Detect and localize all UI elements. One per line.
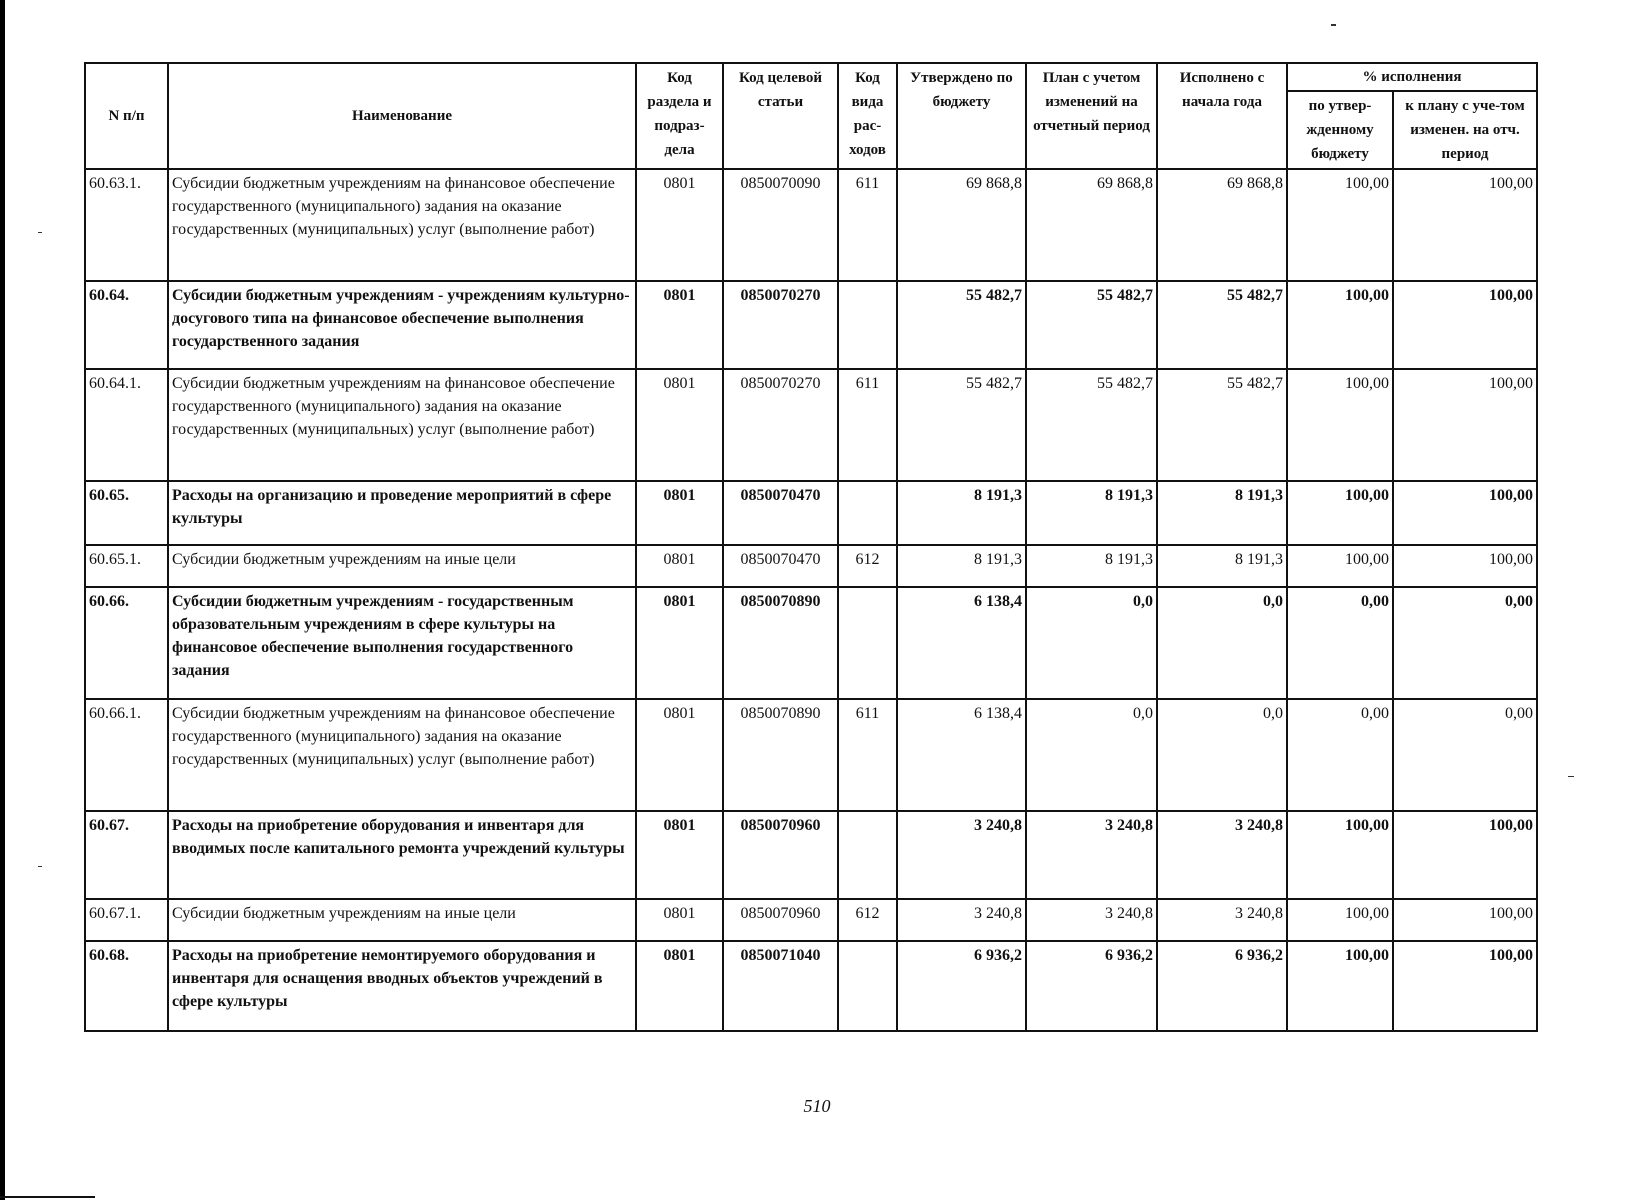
table-row (85, 899, 1537, 941)
cell-razdel: 0801 (636, 545, 723, 587)
cell-plan: 8 191,3 (1026, 481, 1157, 545)
scan-speck (1331, 24, 1336, 26)
cell-pct-plan: 100,00 (1393, 281, 1537, 369)
cell-tselevoy: 0850070470 (723, 545, 838, 587)
cell-np: 60.68. (85, 941, 168, 1031)
cell-razdel: 0801 (636, 811, 723, 899)
cell-name: Субсидии бюджетным учреждениям на финансовое обеспечение государственного (муниципального) задания на оказание государственных (муниципальных) услуг (выполнение работ) (168, 699, 636, 811)
cell-ispolneno: 8 191,3 (1157, 545, 1287, 587)
cell-ispolneno: 8 191,3 (1157, 481, 1287, 545)
cell-ispolneno: 69 868,8 (1157, 169, 1287, 281)
cell-name: Субсидии бюджетным учреждениям на финансовое обеспечение государственного (муниципального) задания на оказание государственных (муниципальных) услуг (выполнение работ) (168, 369, 636, 481)
cell-pct-plan: 100,00 (1393, 481, 1537, 545)
scan-speck (1568, 776, 1574, 777)
cell-ispolneno: 6 936,2 (1157, 941, 1287, 1031)
cell-tselevoy: 0850070960 (723, 811, 838, 899)
cell-np: 60.64. (85, 281, 168, 369)
table-row (85, 281, 1537, 369)
cell-pct-plan: 100,00 (1393, 169, 1537, 281)
cell-pct-plan: 0,00 (1393, 699, 1537, 811)
cell-razdel: 0801 (636, 169, 723, 281)
cell-razdel: 0801 (636, 481, 723, 545)
cell-plan: 0,0 (1026, 587, 1157, 699)
cell-utverzhdeno: 3 240,8 (897, 899, 1026, 941)
cell-tselevoy: 0850070890 (723, 587, 838, 699)
header-name: Наименование (168, 63, 636, 169)
header-ispolneno: Исполнено с начала года (1157, 63, 1287, 169)
cell-utverzhdeno: 55 482,7 (897, 281, 1026, 369)
scan-left-edge (0, 0, 5, 1200)
cell-razdel: 0801 (636, 699, 723, 811)
cell-np: 60.65. (85, 481, 168, 545)
cell-vid: 612 (838, 899, 897, 941)
cell-utverzhdeno: 6 138,4 (897, 699, 1026, 811)
cell-np: 60.67. (85, 811, 168, 899)
cell-pct-budget: 100,00 (1287, 481, 1393, 545)
cell-vid: 611 (838, 369, 897, 481)
cell-pct-budget: 100,00 (1287, 281, 1393, 369)
table-row (85, 481, 1537, 545)
cell-plan: 0,0 (1026, 699, 1157, 811)
cell-pct-budget: 100,00 (1287, 941, 1393, 1031)
header-razdel: Код раздела и подраз-дела (636, 63, 723, 169)
cell-plan: 6 936,2 (1026, 941, 1157, 1031)
header-vid: Код вида рас-ходов (838, 63, 897, 169)
cell-pct-plan: 100,00 (1393, 941, 1537, 1031)
cell-pct-budget: 100,00 (1287, 369, 1393, 481)
table-row (85, 587, 1537, 699)
cell-utverzhdeno: 69 868,8 (897, 169, 1026, 281)
cell-vid: 611 (838, 699, 897, 811)
cell-np: 60.65.1. (85, 545, 168, 587)
cell-ispolneno: 55 482,7 (1157, 281, 1287, 369)
cell-name: Расходы на приобретение оборудования и инвентаря для вводимых после капитального ремонта учреждений культуры (168, 811, 636, 899)
cell-utverzhdeno: 8 191,3 (897, 545, 1026, 587)
table-row (85, 941, 1537, 1031)
header-pct-budget: по утвер-жденному бюджету (1287, 91, 1393, 169)
table-row (85, 369, 1537, 481)
cell-razdel: 0801 (636, 587, 723, 699)
header-row (85, 63, 1537, 91)
cell-razdel: 0801 (636, 899, 723, 941)
cell-plan: 69 868,8 (1026, 169, 1157, 281)
cell-tselevoy: 0850070960 (723, 899, 838, 941)
cell-plan: 3 240,8 (1026, 811, 1157, 899)
cell-plan: 3 240,8 (1026, 899, 1157, 941)
cell-pct-plan: 0,00 (1393, 587, 1537, 699)
cell-vid: 612 (838, 545, 897, 587)
cell-name: Расходы на приобретение немонтируемого оборудования и инвентаря для оснащения вводных объектов учреждений в сфере культуры (168, 941, 636, 1031)
cell-vid: 611 (838, 169, 897, 281)
cell-ispolneno: 0,0 (1157, 699, 1287, 811)
cell-utverzhdeno: 6 138,4 (897, 587, 1026, 699)
cell-name: Субсидии бюджетным учреждениям - государственным образовательным учреждениям в сфере культуры на финансовое обеспечение выполнения государственного задания (168, 587, 636, 699)
cell-np: 60.64.1. (85, 369, 168, 481)
header-tselevoy: Код целевой статьи (723, 63, 838, 169)
cell-name: Субсидии бюджетным учреждениям на иные цели (168, 545, 636, 587)
cell-ispolneno: 3 240,8 (1157, 811, 1287, 899)
cell-plan: 55 482,7 (1026, 281, 1157, 369)
cell-name: Субсидии бюджетным учреждениям на финансовое обеспечение государственного (муниципального) задания на оказание государственных (муниципальных) услуг (выполнение работ) (168, 169, 636, 281)
cell-np: 60.66.1. (85, 699, 168, 811)
header-np: N п/п (85, 63, 168, 169)
table-row (85, 699, 1537, 811)
cell-plan: 8 191,3 (1026, 545, 1157, 587)
cell-tselevoy: 0850070090 (723, 169, 838, 281)
cell-np: 60.66. (85, 587, 168, 699)
cell-pct-budget: 100,00 (1287, 811, 1393, 899)
cell-vid (838, 481, 897, 545)
cell-utverzhdeno: 8 191,3 (897, 481, 1026, 545)
cell-utverzhdeno: 3 240,8 (897, 811, 1026, 899)
cell-tselevoy: 0850070470 (723, 481, 838, 545)
page-number: 510 (803, 1096, 831, 1116)
header-pct-plan: к плану с уче-том изменен. на отч. период (1393, 91, 1537, 169)
cell-name: Расходы на организацию и проведение мероприятий в сфере культуры (168, 481, 636, 545)
cell-pct-plan: 100,00 (1393, 369, 1537, 481)
budget-execution-table (84, 62, 1538, 1032)
cell-pct-budget: 100,00 (1287, 169, 1393, 281)
cell-name: Субсидии бюджетным учреждениям - учреждениям культурно-досугового типа на финансовое обеспечение выполнения государственного задания (168, 281, 636, 369)
cell-utverzhdeno: 55 482,7 (897, 369, 1026, 481)
cell-vid (838, 811, 897, 899)
cell-vid (838, 281, 897, 369)
cell-pct-plan: 100,00 (1393, 899, 1537, 941)
cell-vid (838, 941, 897, 1031)
cell-vid (838, 587, 897, 699)
cell-pct-budget: 100,00 (1287, 545, 1393, 587)
header-utverzhdeno: Утверждено по бюджету (897, 63, 1026, 169)
cell-ispolneno: 0,0 (1157, 587, 1287, 699)
header-pct-group: % исполнения (1287, 63, 1537, 91)
scan-bottom-line (0, 1196, 95, 1198)
table-row (85, 811, 1537, 899)
cell-pct-budget: 100,00 (1287, 899, 1393, 941)
cell-utverzhdeno: 6 936,2 (897, 941, 1026, 1031)
scan-speck (38, 866, 42, 867)
cell-pct-budget: 0,00 (1287, 587, 1393, 699)
cell-ispolneno: 3 240,8 (1157, 899, 1287, 941)
cell-razdel: 0801 (636, 281, 723, 369)
cell-razdel: 0801 (636, 941, 723, 1031)
cell-np: 60.67.1. (85, 899, 168, 941)
cell-tselevoy: 0850070890 (723, 699, 838, 811)
cell-ispolneno: 55 482,7 (1157, 369, 1287, 481)
cell-plan: 55 482,7 (1026, 369, 1157, 481)
cell-tselevoy: 0850070270 (723, 281, 838, 369)
cell-tselevoy: 0850070270 (723, 369, 838, 481)
header-plan: План с учетом изменений на отчетный период (1026, 63, 1157, 169)
cell-razdel: 0801 (636, 369, 723, 481)
table-row (85, 545, 1537, 587)
cell-tselevoy: 0850071040 (723, 941, 838, 1031)
cell-pct-plan: 100,00 (1393, 545, 1537, 587)
cell-np: 60.63.1. (85, 169, 168, 281)
table-row (85, 169, 1537, 281)
cell-pct-budget: 0,00 (1287, 699, 1393, 811)
scan-speck (38, 232, 42, 233)
cell-pct-plan: 100,00 (1393, 811, 1537, 899)
cell-name: Субсидии бюджетным учреждениям на иные цели (168, 899, 636, 941)
